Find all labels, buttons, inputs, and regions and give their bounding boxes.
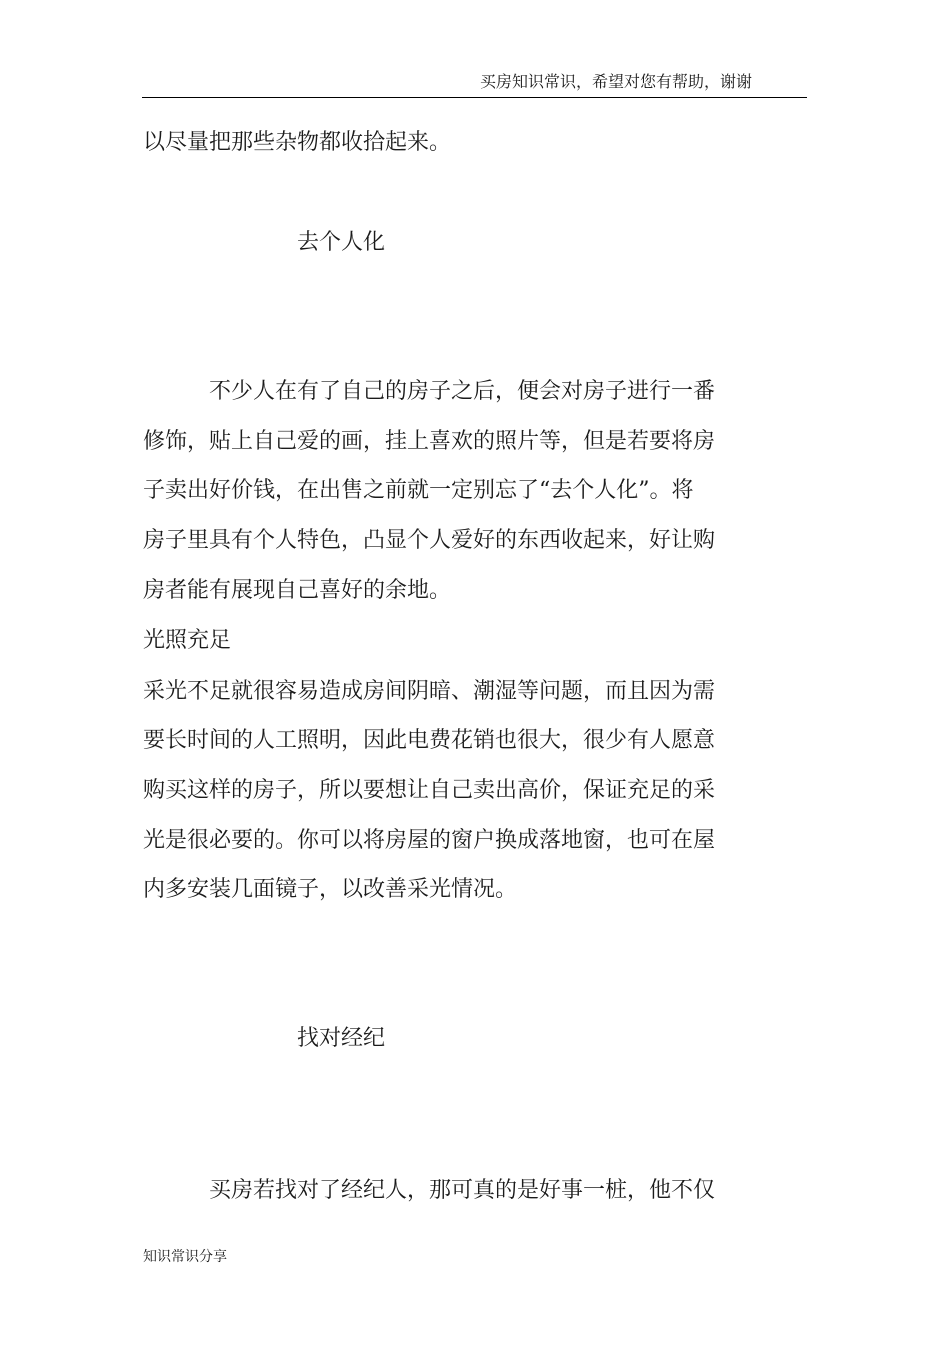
paragraph-line: 房子里具有个人特色，凸显个人爱好的东西收起来，好让购 xyxy=(143,528,716,553)
page-footer: 知识常识分享 xyxy=(143,1249,227,1265)
section-heading-agent: 找对经纪 xyxy=(297,1026,386,1051)
paragraph-line: 房者能有展现自己喜好的余地。 xyxy=(143,578,452,603)
paragraph-line: 子卖出好价钱，在出售之前就一定别忘了“去个人化”。将 xyxy=(143,478,694,503)
paragraph-line: 修饰，贴上自己爱的画，挂上喜欢的照片等，但是若要将房 xyxy=(143,429,716,454)
paragraph-line: 要长时间的人工照明，因此电费花销也很大，很少有人愿意 xyxy=(143,728,716,753)
section-heading-lighting: 光照充足 xyxy=(143,628,232,653)
page-header xyxy=(142,68,807,98)
paragraph-line: 不少人在有了自己的房子之后，便会对房子进行一番 xyxy=(209,379,716,404)
paragraph-line: 光是很必要的。你可以将房屋的窗户换成落地窗，也可在屋 xyxy=(143,828,716,853)
paragraph-line: 内多安装几面镜子，以改善采光情况。 xyxy=(143,877,518,902)
header-title: 买房知识常识，希望对您有帮助，谢谢 xyxy=(479,72,752,91)
paragraph-line: 采光不足就很容易造成房间阴暗、潮湿等问题，而且因为需 xyxy=(143,679,716,704)
section-heading-depersonalize: 去个人化 xyxy=(297,230,386,255)
intro-line: 以尽量把那些杂物都收拾起来。 xyxy=(143,130,452,155)
paragraph-line: 购买这样的房子，所以要想让自己卖出高价，保证充足的采 xyxy=(143,778,716,803)
paragraph-line: 买房若找对了经纪人，那可真的是好事一桩，他不仅 xyxy=(209,1178,716,1203)
